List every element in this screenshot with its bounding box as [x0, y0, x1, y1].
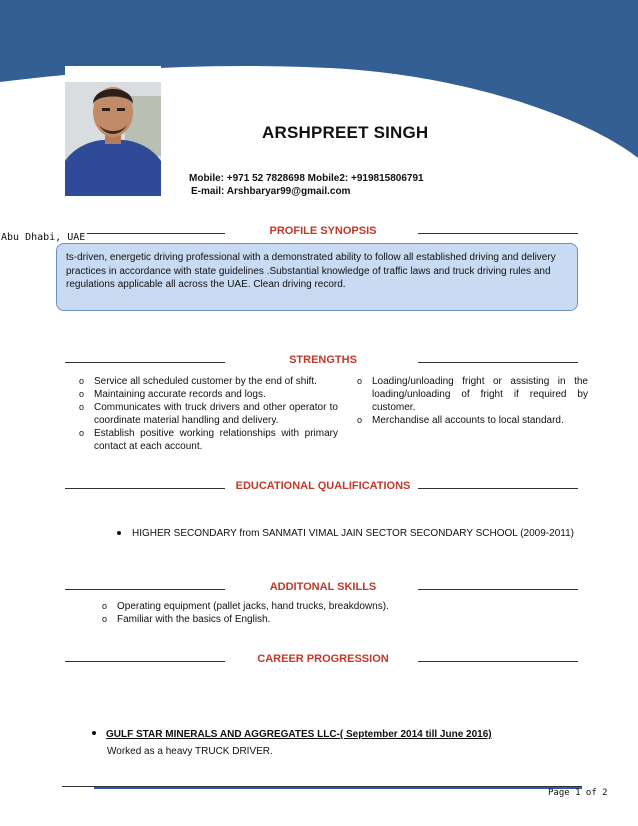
list-item: o Establish positive working relationships with primary contact at each account. [79, 427, 338, 453]
job-description: Worked as a heavy TRUCK DRIVER. [107, 746, 273, 757]
profile-photo [65, 66, 161, 196]
list-item: o Operating equipment (pallet jacks, hand trucks, breakdowns). [102, 600, 502, 613]
skills-list [102, 600, 502, 626]
profile-synopsis-heading: PROFILE SYNOPSIS [269, 225, 377, 237]
email-line: E-mail: Arshbaryar99@gmail.com [191, 186, 351, 197]
strengths-list-right [357, 375, 588, 427]
education-item [117, 528, 574, 539]
list-item: o Familiar with the basics of English. [102, 613, 502, 626]
list-item: o Communicates with truck drivers and other operator to coordinate material handling and delivery. [79, 401, 338, 427]
page-number: Page 1 of 2 [548, 788, 608, 798]
skills-heading: ADDITONAL SKILLS [269, 581, 377, 593]
bullet-icon [92, 731, 96, 735]
list-item: o Maintaining accurate records and logs. [79, 388, 338, 401]
section-rule-right [418, 488, 578, 489]
career-heading: CAREER PROGRESSION [257, 653, 389, 665]
profile-synopsis-text: ts-driven, energetic driving professional with a demonstrated ability to follow all established driving and delivery practices in accordance with state guidelines .Substantial knowledge of traffic laws and truck driving rules and regulations applicable all across the UAE. Clean driving record. [66, 252, 556, 290]
candidate-name: ARSHPREET SINGH [262, 123, 429, 142]
section-rule-left [65, 233, 225, 234]
job-entry [92, 724, 492, 757]
section-rule-right [418, 362, 578, 363]
section-rule-right [418, 233, 578, 234]
location-label: Abu Dhabi, UAE [1, 232, 86, 243]
section-rule-right [418, 661, 578, 662]
section-rule-left [65, 362, 225, 363]
mobile-line: Mobile: +971 52 7828698 Mobile2: +919815806791 [189, 173, 424, 184]
footer-accent-bar [94, 787, 582, 789]
section-rule-left [65, 661, 225, 662]
section-rule-left [65, 589, 225, 590]
strengths-heading: STRENGTHS [289, 354, 357, 366]
list-item: o Loading/unloading fright or assisting in the loading/unloading of fright if required by customer. [357, 375, 588, 414]
section-rule-right [418, 589, 578, 590]
education-item-text: HIGHER SECONDARY from SANMATI VIMAL JAIN SECTOR SECONDARY SCHOOL (2009-2011) [132, 528, 574, 539]
list-item: o Service all scheduled customer by the end of shift. [79, 375, 338, 388]
bullet-icon [117, 531, 121, 535]
job-title: GULF STAR MINERALS AND AGGREGATES LLC-( September 2014 till June 2016) [106, 729, 492, 740]
section-rule-left [65, 488, 225, 489]
education-heading: EDUCATIONAL QUALIFICATIONS [235, 480, 411, 492]
list-item: o Merchandise all accounts to local standard. [357, 414, 588, 427]
strengths-list-left [79, 375, 338, 453]
